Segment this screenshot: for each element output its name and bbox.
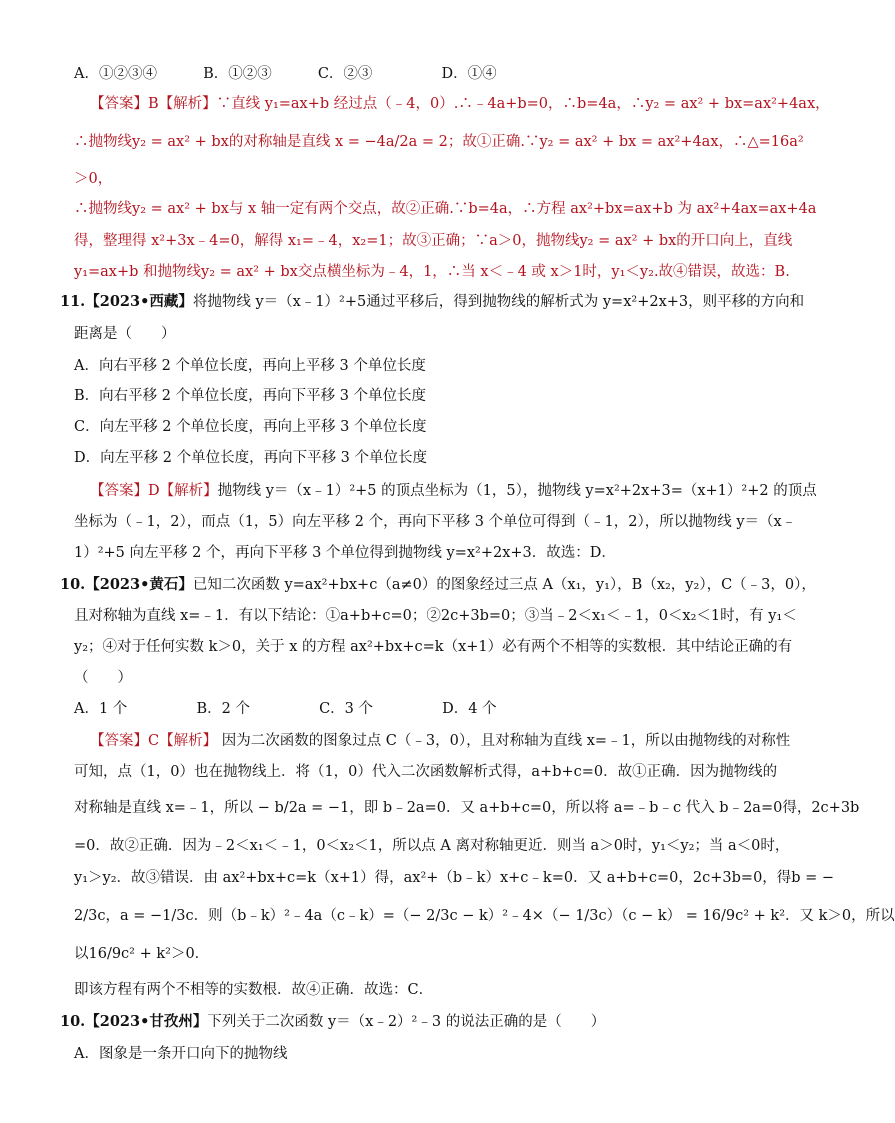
text-line [74,417,754,437]
text-segment: 且对称轴为直线 x=﹣1．有以下结论：①a+b+c=0；②2c+3b=0；③当﹣2＜x₁＜﹣1，0＜x₂＜1时，有 y₁＜ [74,608,797,624]
text-segment: 因为二次函数的图象过点 C（﹣3，0），且对称轴为直线 x=﹣1，所以由抛物线的对称性 [217,733,791,749]
text-segment: D．向左平移 2 个单位长度，再向下平移 3 个单位长度 [74,450,428,466]
text-line [74,637,793,657]
text-segment: 可知，点（1，0）也在抛物线上．将（1，0）代入二次函数解析式得，a+b+c=0．故①正确．因为抛物线的 [74,764,778,780]
text-segment: A．1 个 [74,701,128,717]
text-segment: ＞0， [74,171,113,187]
text-segment: 即该方程有两个不相等的实数根．故④正确．故选：C． [74,982,434,998]
text-segment: 以16/9c² + k²＞0． [74,946,210,962]
text-segment: 已知二次函数 y=ax²+bx+c（a≠0）的图象经过三点 A（x₁，y₁），B（x₂，y₂），C（﹣3，0）， [192,577,816,593]
text-segment: 坐标为（﹣1，2），而点（1，5）向左平移 2 个，再向下平移 3 个单位可得到（﹣1，2），所以抛物线 y＝（x﹣ [74,514,797,530]
text-line [60,292,805,312]
text-line [74,199,817,219]
text-line [60,1012,740,1032]
text-line [74,868,835,888]
text-segment: B．2 个 [127,701,250,717]
text-line [74,836,790,856]
text-segment: 10.【2023•甘孜州】 [60,1013,208,1030]
text-line [74,386,754,406]
text-line [74,512,797,532]
text-segment: C．向左平移 2 个单位长度，再向上平移 3 个单位长度 [74,419,427,435]
text-segment: 【答案】D【解析】 [90,483,218,499]
text-line [74,798,860,818]
text-line [74,980,754,1000]
text-line [90,94,830,114]
text-segment: A．①②③④ [74,66,157,82]
text-line [60,575,816,595]
text-line [74,448,754,468]
text-line [74,324,754,344]
text-segment: A．图象是一条开口向下的抛物线 [74,1046,288,1062]
text-line [90,481,817,501]
text-segment: 11.【2023•西藏】 [60,293,193,310]
text-segment: y₁=ax+b 和抛物线y₂ = ax² + bx交点横坐标为﹣4，1，∴当 x＜﹣4 或 x＞1时，y₁＜y₂.故④错误，故选：B. [74,264,790,280]
text-segment: y₂；④对于任何实数 k＞0，关于 x 的方程 ax²+bx+c=k（x+1）必有两个不相等的实数根．其中结论正确的有 [74,639,793,655]
text-segment: 将抛物线 y＝（x﹣1）²+5通过平移后，得到抛物线的解析式为 y=x²+2x+3，则平移的方向和 [192,294,805,310]
text-line [74,668,754,688]
text-segment: A．向右平移 2 个单位长度，再向上平移 3 个单位长度 [74,358,426,374]
text-line [74,543,754,563]
text-line [74,262,790,282]
text-segment: C．②③ [271,66,373,82]
text-line [74,944,754,964]
text-segment: y₁＞y₂．故③错误．由 ax²+bx+c=k（x+1）得，ax²+（b﹣k）x+c﹣k=0．又 a+b+c=0，2c+3b=0，得b = − [74,870,835,886]
text-segment: 得，整理得 x²+3x﹣4=0，解得 x₁=﹣4，x₂=1；故③正确；∵a＞0，抛物线y₂ = ax² + bx的开口向上，直线 [74,233,793,249]
text-segment: 【答案】B【解析】∵直线 y₁=ax+b 经过点（﹣4，0）.∴﹣4a+b=0，∴b=4a，∴y₂ = ax² + bx=ax²+4ax， [90,96,830,112]
text-segment: ∴抛物线y₂ = ax² + bx与 x 轴一定有两个交点，故②正确.∵b=4a，∴方程 ax²+bx=ax+b 为 ax²+4ax=ax+4a [74,201,817,217]
text-line [90,731,791,751]
text-segment: 【答案】C【解析】 [90,733,218,749]
text-segment: （ ） [74,670,132,686]
text-segment: 2/3c，a = −1/3c．则（b﹣k）²﹣4a（c﹣k）=（− 2/3c − k）²﹣4×（− 1/3c）（c − k） = 16/9c² + k²．又 k＞0，所以 [74,908,895,924]
text-line [74,906,895,926]
text-line [74,169,754,189]
text-line [74,606,797,626]
text-line [74,1044,754,1064]
text-segment: B．①②③ [156,66,272,82]
text-line [74,356,754,376]
text-segment: 距离是（ ） [74,326,176,342]
text-segment: C．3 个 [249,701,374,717]
text-segment: 10.【2023•黄石】 [60,576,193,593]
text-line [74,699,754,719]
text-segment: 抛物线 y＝（x﹣1）²+5 的顶点坐标为（1，5），抛物线 y=x²+2x+3=（x+1）²+2 的顶点 [217,483,817,499]
text-line [74,231,793,251]
text-segment: 1）²+5 向左平移 2 个，再向下平移 3 个单位得到抛物线 y=x²+2x+3．故选：D． [74,545,616,561]
text-segment: D．4 个 [373,701,497,717]
text-segment: 对称轴是直线 x=﹣1，所以 − b/2a = −1，即 b﹣2a=0．又 a+b+c=0，所以将 a=﹣b﹣c 代入 b﹣2a=0得，2c+3b [74,800,860,816]
text-line [74,762,778,782]
text-line [74,132,804,152]
text-segment: ∴抛物线y₂ = ax² + bx的对称轴是直线 x = −4a/2a = 2；故①正确.∵y₂ = ax² + bx = ax²+4ax，∴△=16a² [74,134,804,150]
text-segment: B．向右平移 2 个单位长度，再向下平移 3 个单位长度 [74,388,427,404]
text-segment: =0．故②正确．因为﹣2＜x₁＜﹣1，0＜x₂＜1，所以点 A 离对称轴更近．则当 a＞0时，y₁＜y₂；当 a＜0时， [74,838,790,854]
text-segment: D．①④ [372,66,497,82]
text-segment: 下列关于二次函数 y＝（x﹣2）²﹣3 的说法正确的是（ ） [207,1014,606,1030]
text-line [74,64,754,84]
